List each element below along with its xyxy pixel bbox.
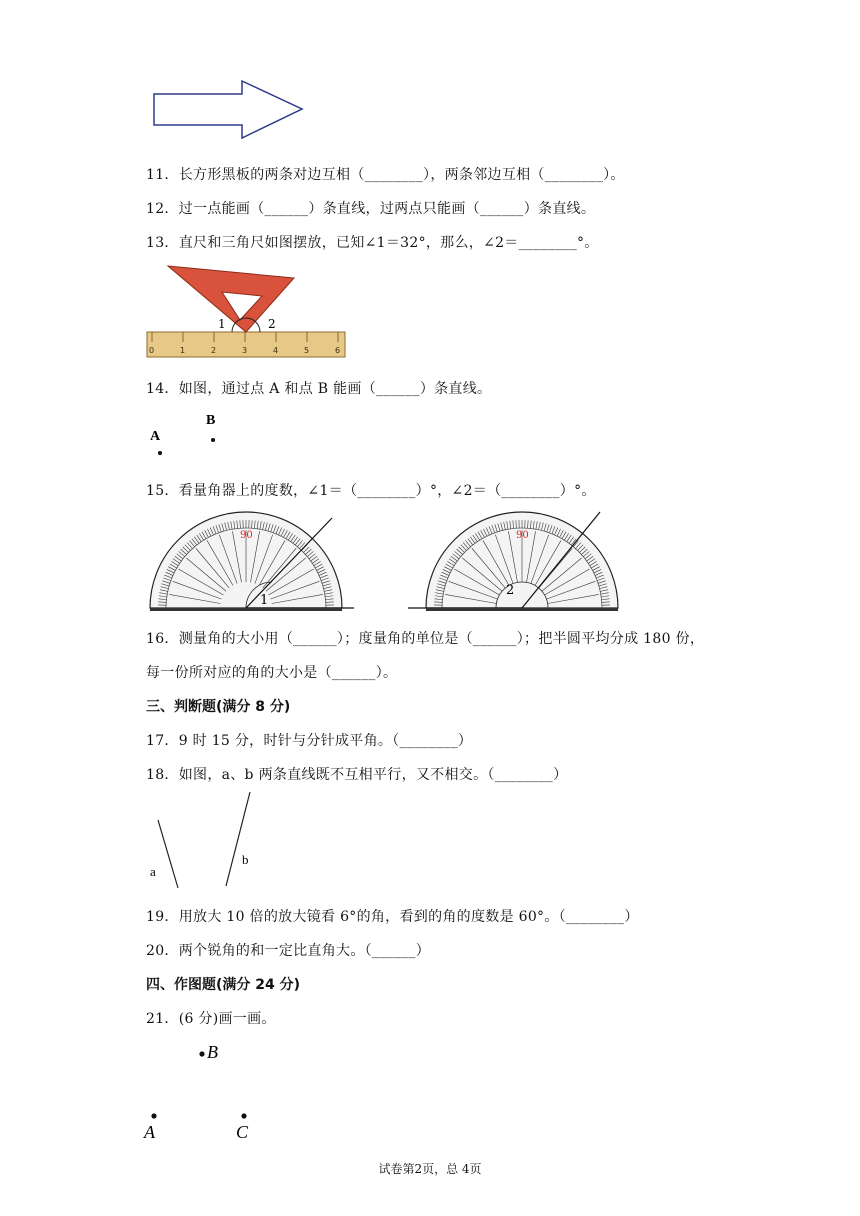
point-a-label: A: [150, 429, 161, 444]
protractor-right: [406, 508, 622, 612]
question-16-part-1: 16．测量角的大小用（______）；度量角的单位是（______）；把半圆平均分成 180 份，: [146, 631, 705, 647]
ruler-tick-3: 3: [242, 346, 248, 355]
line-a-label: a: [150, 864, 156, 879]
protractor-left-90: 90: [240, 530, 253, 541]
points-abc-figure: [140, 1036, 270, 1144]
question-21: 21．(6 分)画一画。: [146, 1011, 276, 1027]
question-11: 11．长方形黑板的两条对边互相（________），两条邻边互相（________）。: [146, 167, 625, 183]
line-b-label: b: [242, 852, 249, 867]
ruler-tick-4: 4: [273, 346, 279, 355]
question-17: 17．9 时 15 分，时针与分针成平角。（________）: [146, 733, 473, 749]
question-20: 20．两个锐角的和一定比直角大。（______）: [146, 943, 431, 959]
arrow-figure: [150, 78, 310, 144]
point-a-label-q21: A: [144, 1122, 155, 1142]
section-judge-title: 三、判断题(满分 8 分): [146, 699, 291, 715]
question-19: 19．用放大 10 倍的放大镜看 6°的角，看到的角的度数是 60°。（________）: [146, 909, 639, 925]
question-14: 14．如图，通过点 A 和点 B 能画（______）条直线。: [146, 381, 492, 397]
ruler-triangle-figure: [144, 262, 348, 360]
ruler-tick-1: 1: [180, 346, 186, 355]
protractor-right-90: 90: [516, 530, 529, 541]
ruler-tick-6: 6: [335, 346, 341, 355]
question-12: 12．过一点能画（______）条直线，过两点只能画（______）条直线。: [146, 201, 596, 217]
point-b-label-q21: B: [207, 1042, 218, 1062]
ruler-tick-2: 2: [211, 346, 217, 355]
lines-ab-figure: [146, 790, 266, 892]
question-15: 15．看量角器上的度数，∠1＝（________）°，∠2＝（________）°。: [146, 483, 596, 499]
page-footer: 试卷第2页，总 4页: [378, 1162, 482, 1176]
protractor-left-angle-label: 1: [260, 593, 269, 608]
question-16-part-2: 每一份所对应的角的大小是（______）。: [146, 665, 398, 681]
points-ab-figure: [146, 408, 236, 464]
question-18: 18．如图，a、b 两条直线既不互相平行，又不相交。（________）: [146, 767, 568, 783]
point-b-label: B: [206, 413, 216, 428]
angle-1-label: 1: [218, 317, 226, 331]
question-13: 13．直尺和三角尺如图摆放，已知∠1＝32°，那么，∠2＝________°。: [146, 235, 599, 251]
ruler-tick-5: 5: [304, 346, 310, 355]
protractor-right-angle-label: 2: [506, 583, 515, 598]
angle-2-label: 2: [268, 317, 276, 331]
ruler-tick-0: 0: [149, 346, 155, 355]
protractor-left: [144, 508, 356, 612]
section-draw-title: 四、作图题(满分 24 分): [146, 977, 301, 993]
point-c-label-q21: C: [236, 1122, 249, 1142]
